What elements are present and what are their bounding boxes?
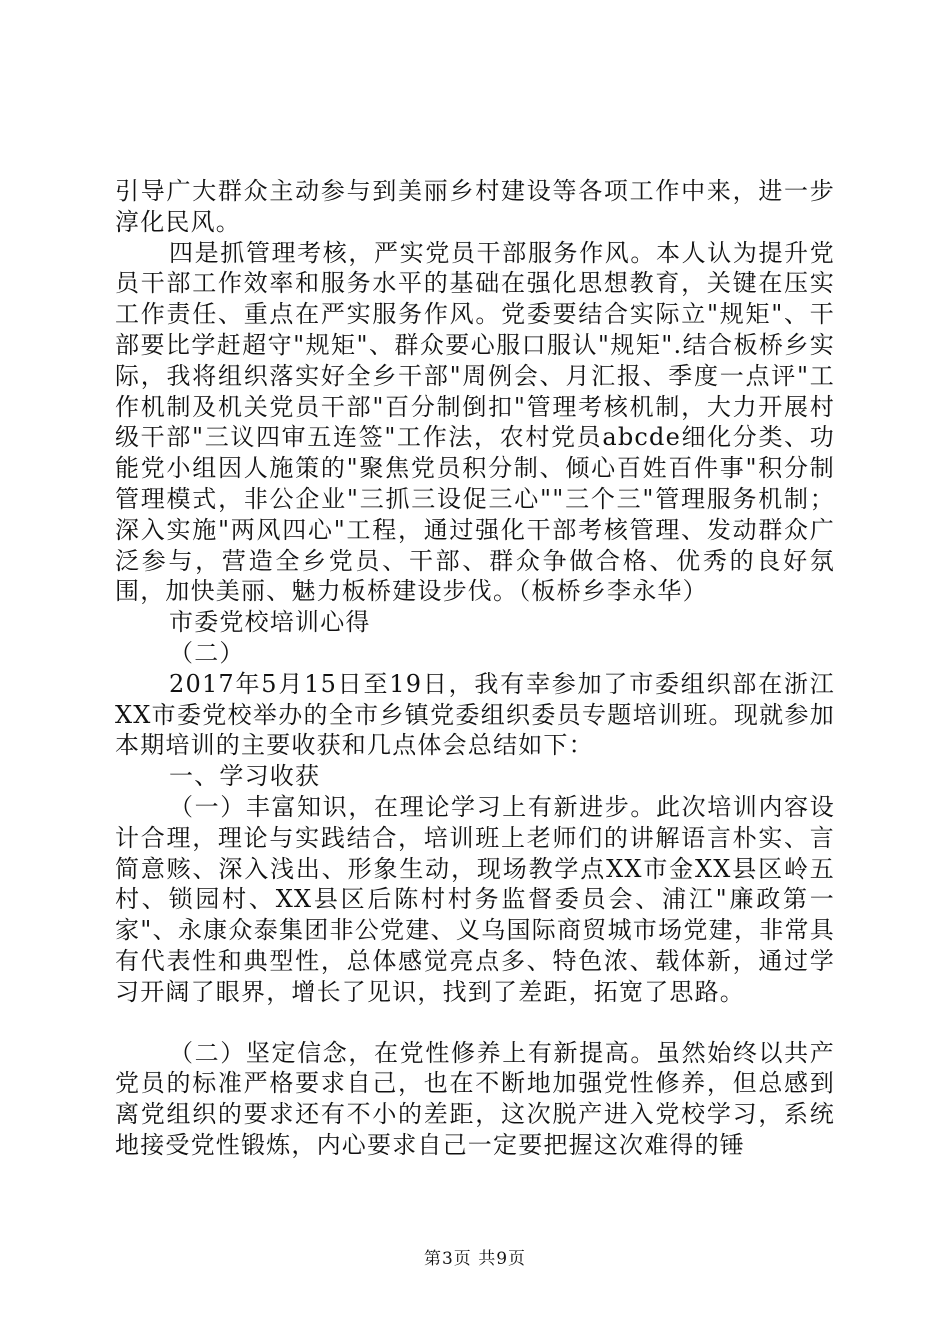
page-number-footer: 第3页 共9页 bbox=[423, 1249, 527, 1269]
document-body bbox=[115, 176, 835, 1161]
paragraph-management-assessment: 四是抓管理考核，严实党员干部服务作风。本人认为提升党员干部工作效率和服务水平的基础在强化思想教育，关键在压实工作责任、重点在严实服务作风。党委要结合实际立"规矩"、干部要比学赶超守"规矩"、群众要心服口服认"规矩".结合板桥乡实际，我将组织落实好全乡干部"周例会、月汇报、季度一点评"工作机制及机关党员干部"百分制倒扣"管理考核机制，大力开展村级干部"三议四审五连签"工作法，农村党员abcde细化分类、功能党小组因人施策的"聚焦党员积分制、倾心百姓百件事"积分制管理模式，非公企业"三抓三设促三心""三个三"管理服务机制；深入实施"两风四心"工程，通过强化干部考核管理、发动群众广泛参与，营造全乡党员、干部、群众争做合格、优秀的良好氛围，加快美丽、魅力板桥建设步伐。（板桥乡李永华） bbox=[115, 238, 835, 606]
section-number: （二） bbox=[169, 638, 245, 667]
section-title: 市委党校培训心得 bbox=[169, 608, 371, 637]
paragraph-knowledge: （一）丰富知识，在理论学习上有新进步。此次培训内容设计合理，理论与实践结合，培训班上老师们的讲解语言朴实、言简意赅、深入浅出、形象生动，现场教学点XX市金XX县区岭五村、锁园村、XX县区后陈村村务监督委员会、浦江"廉政第一家"、永康众泰集团非公党建、义乌国际商贸城市场党建，非常具有代表性和典型性，总体感觉亮点多、特色浓、载体新，通过学习开阔了眼界，增长了见识，找到了差距，拓宽了思路。 bbox=[115, 792, 835, 1006]
paragraph-continuation: 引导广大群众主动参与到美丽乡村建设等各项工作中来，进一步淳化民风。 bbox=[115, 177, 835, 236]
heading-learning-gains: 一、学习收获 bbox=[169, 762, 321, 791]
paragraph-belief: （二）坚定信念，在党性修养上有新提高。虽然始终以共产党员的标准严格要求自己，也在不断地加强党性修养，但总感到离党组织的要求还有不小的差距，这次脱产进入党校学习，系统地接受党性锻炼，内心要求自己一定要把握这次难得的锤 bbox=[115, 1038, 835, 1159]
paragraph-intro: 2017年5月15日至19日，我有幸参加了市委组织部在浙江XX市委党校举办的全市乡镇党委组织委员专题培训班。现就参加本期培训的主要收获和几点体会总结如下： bbox=[115, 669, 835, 760]
